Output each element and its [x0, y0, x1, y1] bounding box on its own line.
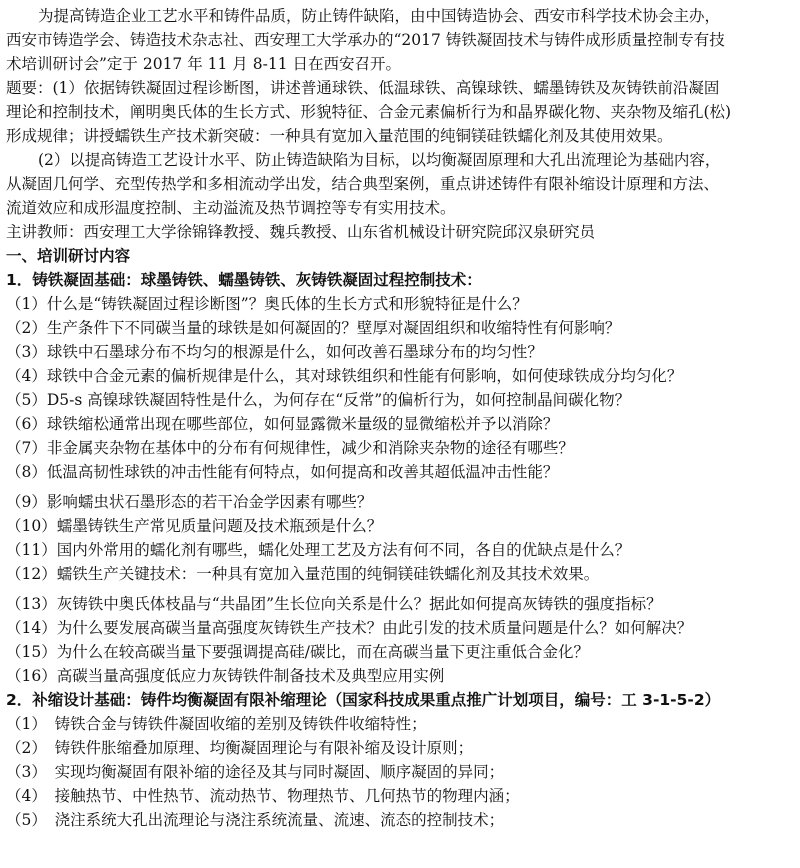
list-item: （9）影响蠕虫状石墨形态的若干冶金学因素有哪些？ [6, 493, 373, 511]
list-item: （13）灰铸铁中奥氏体枝晶与“共晶团”生长位向关系是什么？据此如何提高灰铸铁的强度指标？ [6, 595, 662, 613]
list-item: （2）生产条件下不同碳当量的球铁是如何凝固的？壁厚对凝固组织和收缩特性有何影响？ [6, 319, 621, 337]
part2-list [6, 712, 794, 832]
list-item: （5）D5-s 高镍球铁凝固特性是什么，为何存在“反常”的偏析行为，如何控制晶间碳化物？ [6, 391, 631, 409]
list-item: （5） 浇注系统大孔出流理论与浇注系统流量、流速、流态的控制技术； [6, 811, 505, 829]
list-item: （11）国内外常用的蠕化剂有哪些，蠕化处理工艺及方法有何不同，各自的优缺点是什么？ [6, 541, 631, 559]
part1-title: 1．铸铁凝固基础：球墨铸铁、蠕墨铸铁、灰铸铁凝固过程控制技术： [6, 271, 482, 289]
list-item: （3）球铁中石墨球分布不均匀的根源是什么，如何改善石墨球分布的均匀性？ [6, 343, 543, 361]
list-item: （1） 铸铁合金与铸铁件凝固收缩的差别及铸铁件收缩特性； [6, 715, 427, 733]
topic-line: 形成规律；讲授蠕铁生产技术新突破：一种具有宽加入量范围的纯铜镁硅铁蠕化剂及其使用效果。 [6, 127, 673, 145]
list-item: （8）低温高韧性球铁的冲击性能有何特点，如何提高和改善其超低温冲击性能？ [6, 463, 559, 481]
intro-paragraph-line: 为提高铸造企业工艺水平和铸件品质，防止铸件缺陷，由中国铸造协会、西安市科学技术协会主办， [38, 7, 721, 25]
intro-paragraph-line: 西安市铸造学会、铸造技术杂志社、西安理工大学承办的“2017 铸铁凝固技术与铸件成形质量控制专有技 [6, 31, 725, 49]
list-item: （15）为什么在较高碳当量下要强调提高硅/碳比，而在高碳当量下更注重低合金化？ [6, 643, 589, 661]
list-item: （3） 实现均衡凝固有限补缩的途径及其与同时凝固、顺序凝固的异同； [6, 763, 505, 781]
part2-title: 2．补缩设计基础：铸件均衡凝固有限补缩理论（国家科技成果重点推广计划项目，编号：工 3-1-5-2） [6, 691, 721, 709]
part1-list-c [6, 592, 794, 688]
topic-line: 从凝固几何学、充型传热学和多相流动学出发，结合典型案例，重点讲述铸件有限补缩设计原理和方法、 [6, 175, 720, 193]
list-item: （16）高碳当量高强度低应力灰铸铁件制备技术及典型应用实例 [6, 667, 445, 685]
lecturers-line: 主讲教师：西安理工大学徐锦锋教授、魏兵教授、山东省机械设计研究院邱汉泉研究员 [6, 223, 596, 241]
part1-list-b [6, 490, 794, 586]
topic-line: 题要：(1）依据铸铁凝固过程诊断图，讲述普通球铁、低温球铁、高镍球铁、蠕墨铸铁及灰铸铁前沿凝固 [6, 79, 720, 97]
intro-block [6, 4, 794, 244]
list-item: （10）蠕墨铸铁生产常见质量问题及技术瓶颈是什么？ [6, 517, 383, 535]
topic-line: (2）以提高铸造工艺设计水平、防止铸造缺陷为目标，以均衡凝固原理和大孔出流理论为基础内容， [38, 151, 721, 169]
list-item: （12）蠕铁生产关键技术：一种具有宽加入量范围的纯铜镁硅铁蠕化剂及其技术效果。 [6, 565, 600, 583]
list-item: （4） 接触热节、中性热节、流动热节、物理热节、几何热节的物理内涵； [6, 787, 520, 805]
list-item: （2） 铸铁件胀缩叠加原理、均衡凝固理论与有限补缩及设计原则； [6, 739, 474, 757]
list-item: （4）球铁中合金元素的偏析规律是什么，其对球铁组织和性能有何影响，如何使球铁成分均匀化？ [6, 367, 683, 385]
section-heading: 一、培训研讨内容 [6, 247, 131, 265]
list-item: （1）什么是“铸铁凝固过程诊断图”？奥氏体的生长方式和形貌特征是什么？ [6, 295, 528, 313]
part1-list [6, 292, 794, 484]
list-item: （6）球铁缩松通常出现在哪些部位，如何显露微米量级的显微缩松并予以消除？ [6, 415, 559, 433]
topic-line: 流道效应和成形温度控制、主动溢流及热节调控等专有实用技术。 [6, 199, 456, 217]
intro-paragraph-line: 术培训研讨会”定于 2017 年 11 月 8-11 日在西安召开。 [6, 55, 401, 73]
list-item: （7）非金属夹杂物在基体中的分布有何规律性，减少和消除夹杂物的途径有哪些？ [6, 439, 574, 457]
topic-line: 理论和控制技术，阐明奥氏体的生长方式、形貌特征、合金元素偏析行为和晶界碳化物、夹杂物及缩孔(松) [6, 103, 732, 121]
list-item: （14）为什么要发展高碳当量高强度灰铸铁生产技术？由此引发的技术质量问题是什么？如何解决？ [6, 619, 693, 637]
